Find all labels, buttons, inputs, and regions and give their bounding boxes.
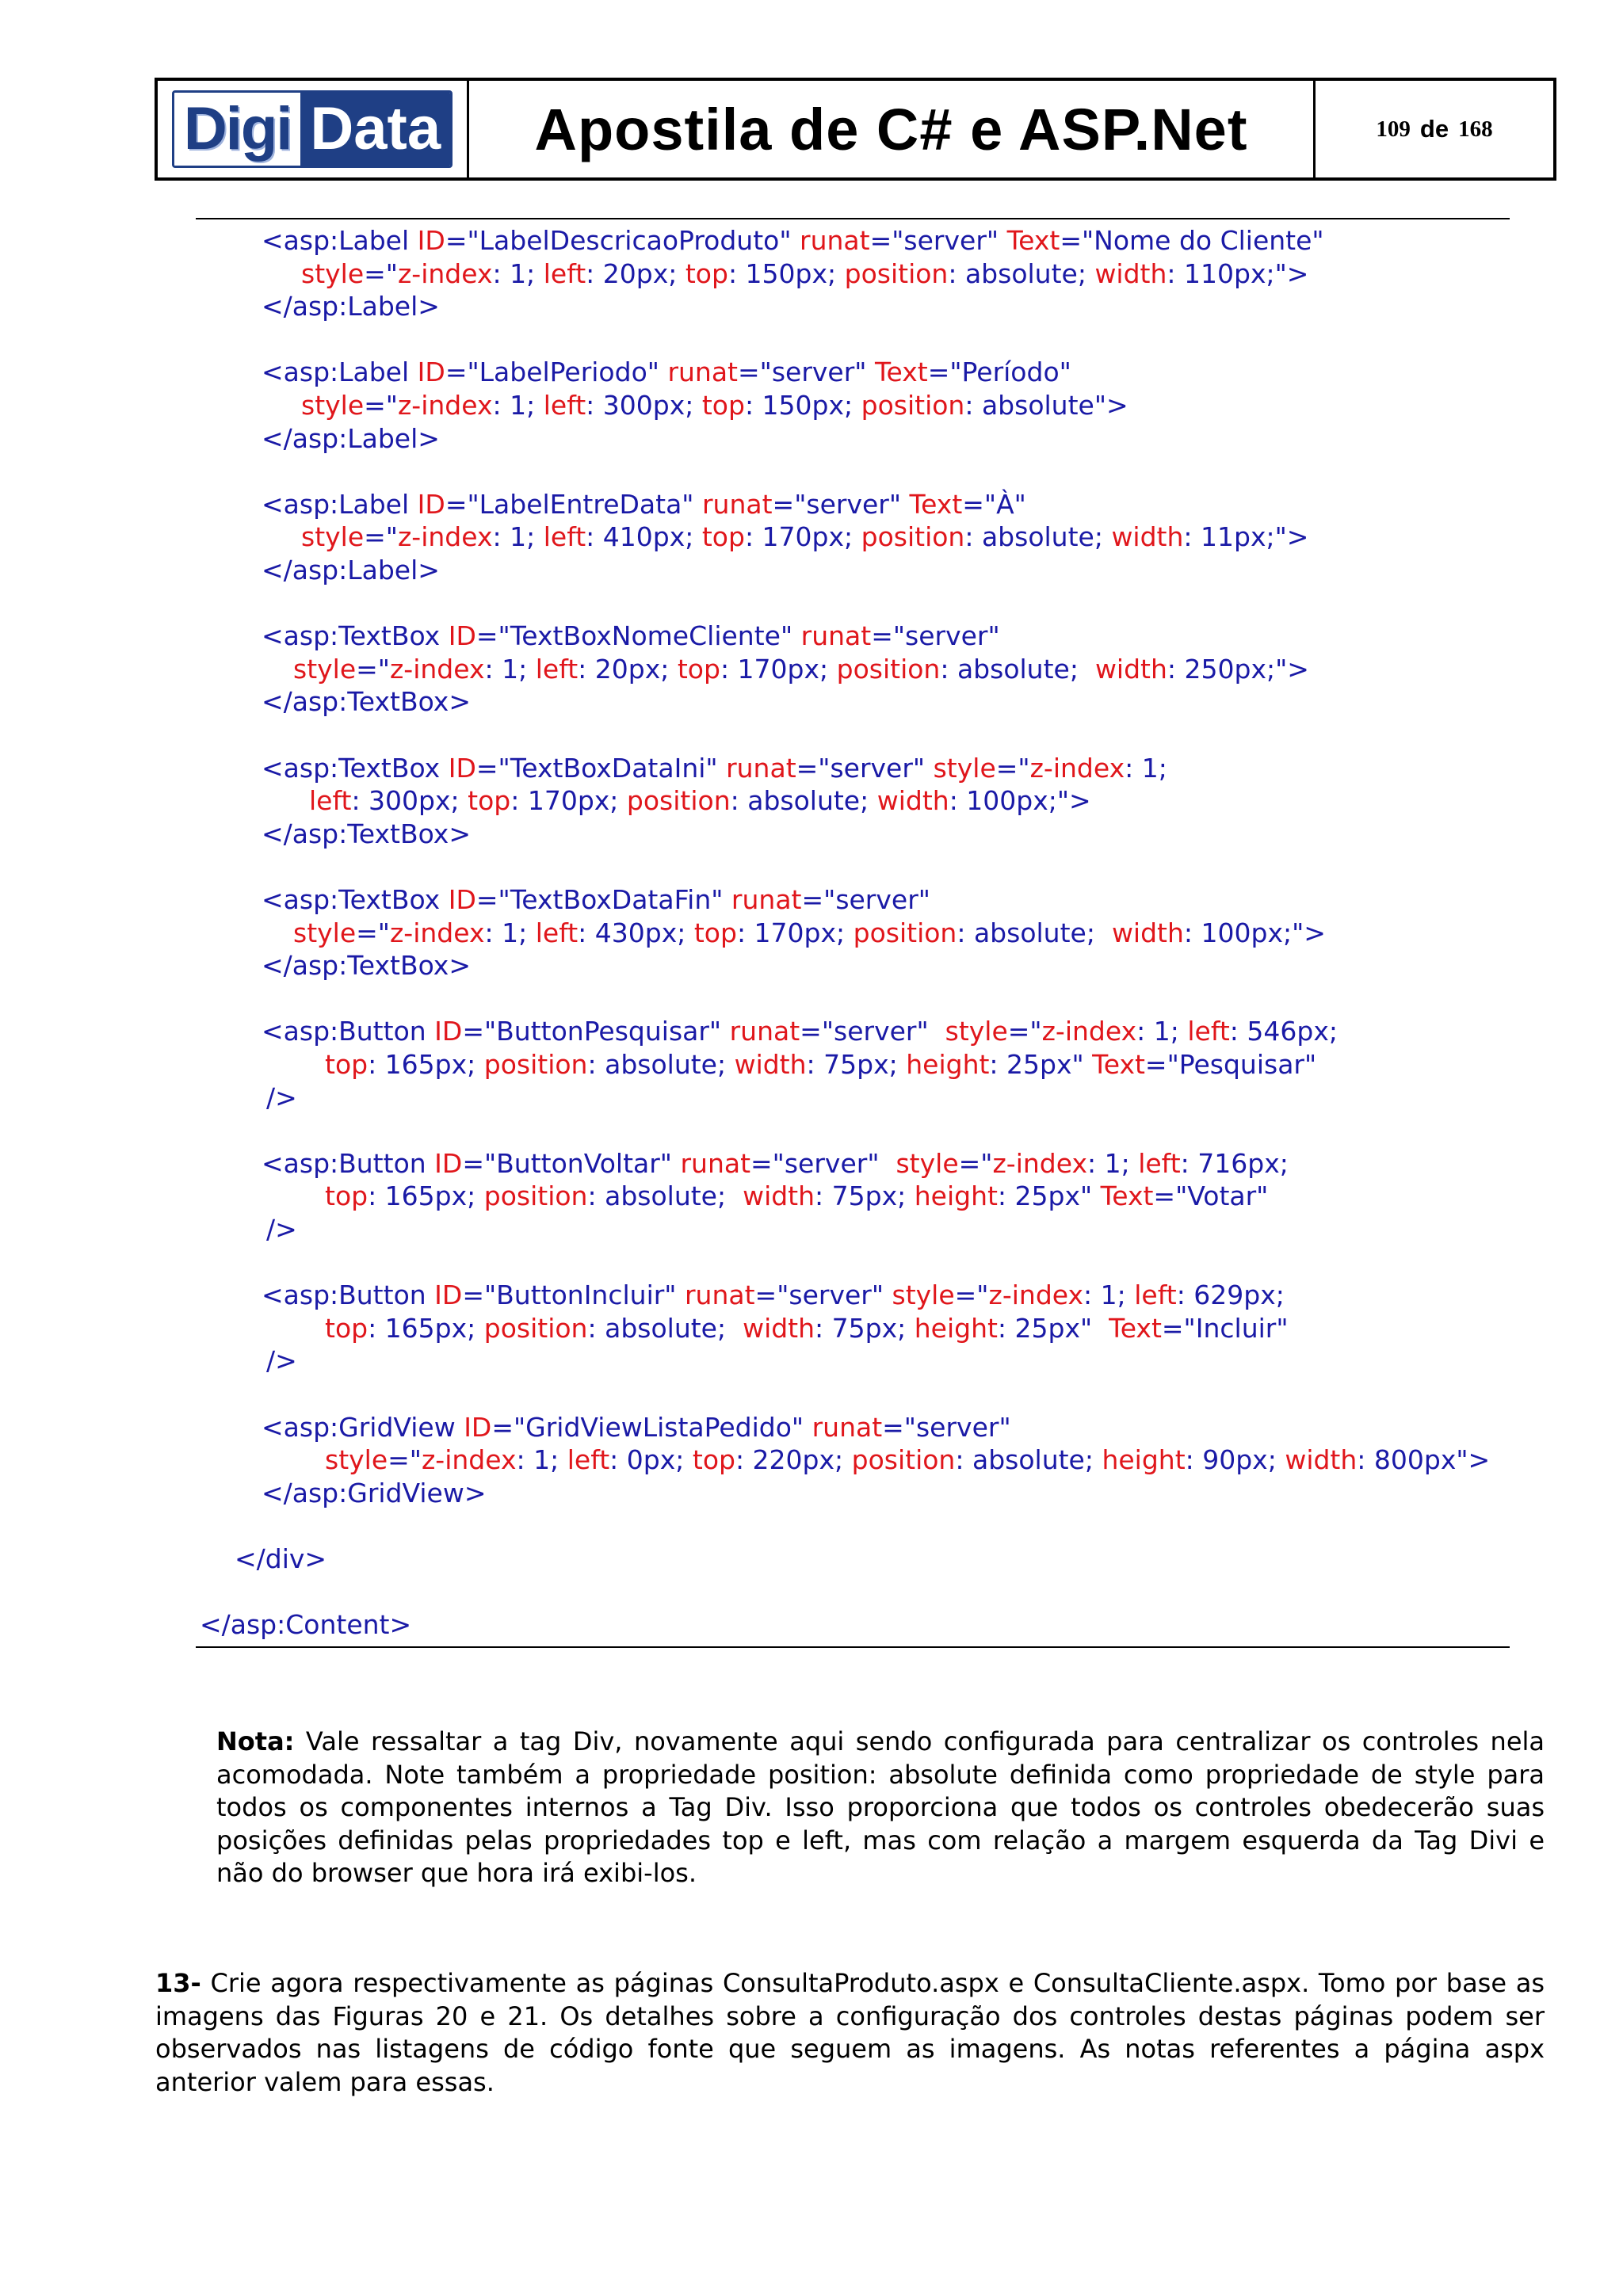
code-token: =" xyxy=(1007,1016,1042,1047)
code-token: ="LabelDescricaoProduto" xyxy=(445,225,800,256)
code-attribute: ID xyxy=(417,357,445,388)
code-attribute: top xyxy=(325,1049,369,1080)
code-attribute: top xyxy=(685,257,728,289)
code-token: : 75px; xyxy=(815,1312,915,1344)
code-line xyxy=(262,818,471,850)
code-line xyxy=(262,883,930,916)
code-attribute: style xyxy=(325,1444,388,1476)
code-token: ="server" xyxy=(754,1280,892,1311)
code-attribute: position xyxy=(844,257,949,289)
code-line xyxy=(325,1180,1268,1212)
code-token: ="server" xyxy=(800,1016,945,1047)
code-attribute: style xyxy=(301,257,365,289)
code-token: : 410px; xyxy=(586,521,702,553)
code-token: : 90px; xyxy=(1185,1444,1285,1476)
code-token: : 170px; xyxy=(720,653,837,685)
code-token: <asp:Button xyxy=(262,1016,435,1047)
logo-digi-text: Digi xyxy=(174,93,301,166)
code-token: =" xyxy=(364,390,398,421)
code-bottom-rule xyxy=(196,1646,1510,1648)
code-token: : 300px; xyxy=(586,390,702,421)
code-token: </asp:GridView> xyxy=(262,1477,487,1508)
code-token: : 1; xyxy=(484,653,536,685)
code-token: : absolute; xyxy=(957,917,1112,948)
code-attribute: Text xyxy=(1109,1312,1162,1344)
page-separator: de xyxy=(1419,115,1449,143)
code-line xyxy=(266,1344,297,1377)
code-token: : absolute; xyxy=(955,1444,1102,1476)
logo-data-text: Data xyxy=(300,93,450,166)
code-attribute: style xyxy=(933,752,996,784)
code-attribute: runat xyxy=(667,357,738,388)
code-attribute: style xyxy=(945,1016,1008,1047)
code-attribute: position xyxy=(861,390,965,421)
code-attribute: z-index xyxy=(397,390,493,421)
code-token: <asp:Label xyxy=(262,225,418,256)
code-attribute: left xyxy=(1187,1016,1230,1047)
code-attribute: top xyxy=(677,653,720,685)
code-token: : 75px; xyxy=(806,1049,907,1080)
code-token: ="server" xyxy=(871,620,1000,652)
step-label: 13- xyxy=(155,1968,201,1998)
code-token: : 75px; xyxy=(815,1180,915,1212)
code-token: : absolute; xyxy=(948,257,1095,289)
page-header xyxy=(155,78,1556,181)
code-token: =" xyxy=(364,521,398,553)
code-token: : 25px" xyxy=(989,1049,1093,1080)
code-token: </asp:TextBox> xyxy=(262,950,471,982)
code-attribute: position xyxy=(861,521,965,553)
code-line xyxy=(301,389,1128,421)
code-token: ="Nome do Cliente" xyxy=(1060,225,1324,256)
code-attribute: top xyxy=(325,1180,369,1212)
page-current: 109 xyxy=(1376,116,1411,142)
code-line xyxy=(262,554,440,586)
code-token: : 110px;"> xyxy=(1167,257,1309,289)
code-token: : 100px;"> xyxy=(1183,917,1326,948)
code-line xyxy=(262,356,1071,388)
code-token: : 165px; xyxy=(368,1049,484,1080)
code-attribute: top xyxy=(693,917,737,948)
code-attribute: top xyxy=(701,521,745,553)
code-token: </asp:TextBox> xyxy=(262,818,471,849)
code-attribute: runat xyxy=(684,1280,755,1311)
code-token: : 546px; xyxy=(1229,1016,1338,1047)
code-line xyxy=(262,1477,486,1509)
document-title: Apostila de C# e ASP.Net xyxy=(469,81,1316,177)
code-token: ="À" xyxy=(962,488,1026,520)
code-token: ="TextBoxNomeCliente" xyxy=(475,620,801,652)
code-line xyxy=(262,422,440,455)
code-token: : absolute; xyxy=(587,1312,743,1344)
code-attribute: runat xyxy=(729,1016,800,1047)
code-token: : 220px; xyxy=(735,1444,852,1476)
code-token: <asp:TextBox xyxy=(262,752,449,784)
code-token: : 800px"> xyxy=(1357,1444,1491,1476)
code-attribute: style xyxy=(892,1280,955,1311)
code-token: </asp:Label> xyxy=(262,291,440,322)
step-paragraph xyxy=(155,1967,1545,2099)
code-token: <asp:Button xyxy=(262,1147,435,1179)
code-token: ="LabelEntreData" xyxy=(445,488,702,520)
code-attribute: position xyxy=(483,1049,588,1080)
code-attribute: style xyxy=(896,1147,959,1179)
code-attribute: runat xyxy=(812,1411,883,1443)
code-attribute: left xyxy=(567,1444,610,1476)
code-token: ="server" xyxy=(772,488,910,520)
code-token: : 1; xyxy=(492,521,544,553)
code-attribute: runat xyxy=(701,488,773,520)
code-token: : absolute; xyxy=(587,1180,743,1212)
code-token: =" xyxy=(954,1280,989,1311)
code-token: =" xyxy=(958,1147,993,1179)
code-token: : 100px;"> xyxy=(949,785,1091,817)
code-attribute: top xyxy=(468,785,511,817)
code-line xyxy=(325,1444,1490,1476)
code-attribute: left xyxy=(1138,1147,1181,1179)
code-token: : 250px;"> xyxy=(1167,653,1309,685)
code-line xyxy=(235,1543,327,1575)
code-attribute: Text xyxy=(874,357,928,388)
code-token: ="ButtonVoltar" xyxy=(462,1147,681,1179)
code-token: : 1; xyxy=(492,257,544,289)
code-token: </asp:Label> xyxy=(262,555,440,585)
code-line xyxy=(262,488,1026,521)
code-token: : 430px; xyxy=(578,917,694,948)
code-token: : absolute"> xyxy=(964,390,1128,421)
code-token: ="server" xyxy=(750,1147,896,1179)
code-token: : absolute; xyxy=(964,521,1112,553)
code-attribute: position xyxy=(853,917,957,948)
code-token: : 20px; xyxy=(578,653,678,685)
code-token: : 1; xyxy=(492,390,544,421)
code-top-rule xyxy=(196,218,1510,219)
code-attribute: left xyxy=(543,390,586,421)
code-line xyxy=(262,290,440,322)
code-attribute: left xyxy=(543,521,586,553)
code-token: /> xyxy=(266,1214,297,1245)
digidata-logo xyxy=(172,90,453,168)
code-attribute: z-index xyxy=(421,1444,517,1476)
code-token: : 170px; xyxy=(736,917,854,948)
code-token: : 716px; xyxy=(1180,1147,1289,1179)
code-attribute: left xyxy=(535,917,579,948)
code-token: </asp:Label> xyxy=(262,422,440,454)
code-line xyxy=(301,521,1308,553)
code-token: : absolute; xyxy=(730,785,877,817)
code-token: : absolute; xyxy=(587,1049,735,1080)
code-token: /> xyxy=(266,1081,297,1113)
code-token: ="server" xyxy=(869,225,1007,256)
code-attribute: left xyxy=(309,785,352,817)
code-token: =" xyxy=(364,257,398,289)
code-token: : 150px; xyxy=(744,390,861,421)
code-attribute: runat xyxy=(726,752,796,784)
code-token: : 170px; xyxy=(744,521,861,553)
code-attribute: z-index xyxy=(1029,752,1125,784)
code-attribute: ID xyxy=(417,488,445,520)
code-token: </asp:TextBox> xyxy=(262,686,471,718)
code-token: <asp:Button xyxy=(262,1280,435,1311)
code-line xyxy=(200,1608,411,1641)
code-attribute: z-index xyxy=(397,257,493,289)
code-token: =" xyxy=(995,752,1030,784)
code-token: /> xyxy=(266,1345,297,1377)
code-attribute: width xyxy=(1111,917,1184,948)
code-token: ="GridViewListaPedido" xyxy=(491,1411,812,1443)
code-token: <asp:Label xyxy=(262,357,418,388)
code-attribute: width xyxy=(1111,521,1184,553)
code-attribute: runat xyxy=(800,620,872,652)
code-attribute: z-index xyxy=(389,917,485,948)
code-line xyxy=(325,1312,1289,1344)
code-token: =" xyxy=(356,917,390,948)
code-token: ="server" xyxy=(796,752,934,784)
code-attribute: position xyxy=(626,785,731,817)
code-attribute: z-index xyxy=(988,1280,1084,1311)
code-token: : 1; xyxy=(1083,1280,1135,1311)
code-attribute: left xyxy=(535,653,579,685)
code-token: ="Pesquisar" xyxy=(1144,1049,1317,1080)
code-line xyxy=(293,917,1326,949)
code-attribute: width xyxy=(734,1049,807,1080)
code-token: ="server" xyxy=(738,357,875,388)
code-token: ="Incluir" xyxy=(1161,1312,1289,1344)
code-attribute: height xyxy=(906,1049,990,1080)
code-line xyxy=(262,1279,1285,1311)
code-attribute: z-index xyxy=(1041,1016,1137,1047)
code-line xyxy=(262,224,1324,257)
code-token: ="Votar" xyxy=(1153,1180,1269,1212)
code-line xyxy=(309,784,1091,817)
code-token: : 300px; xyxy=(351,785,468,817)
code-token: : 165px; xyxy=(368,1312,484,1344)
code-attribute: position xyxy=(851,1444,956,1476)
page-total: 168 xyxy=(1458,116,1493,142)
code-attribute: height xyxy=(914,1180,998,1212)
code-attribute: ID xyxy=(448,620,476,652)
code-attribute: z-index xyxy=(397,521,493,553)
step-text: Crie agora respectivamente as páginas ConsultaProduto.aspx e ConsultaCliente.aspx. Tomo por base as imagens das Figuras 20 e 21. Os detalhes sobre a configuração dos controles destas páginas podem ser observados nas listagens de código fonte que seguem as imagens. As notas referentes a página aspx anterior valem para essas. xyxy=(155,1968,1545,2097)
code-token: : 1; xyxy=(516,1444,567,1476)
code-attribute: top xyxy=(701,390,745,421)
code-attribute: style xyxy=(301,521,365,553)
code-attribute: height xyxy=(1102,1444,1186,1476)
code-attribute: Text xyxy=(1006,225,1060,256)
code-attribute: position xyxy=(836,653,941,685)
code-line xyxy=(262,752,1167,784)
code-token: : 1; xyxy=(1125,752,1167,784)
code-attribute: position xyxy=(483,1312,588,1344)
code-attribute: width xyxy=(743,1312,815,1344)
code-token: : 1; xyxy=(1136,1016,1188,1047)
note-label: Nota: xyxy=(216,1726,295,1756)
code-attribute: top xyxy=(325,1312,369,1344)
note-paragraph xyxy=(216,1726,1545,1890)
code-token: =" xyxy=(388,1444,422,1476)
note-text: Vale ressaltar a tag Div, novamente aqui sendo configurada para centralizar os controles nela acomodada. Note também a propriedade position: absolute definida como propriedade de style para todos os componentes internos a Tag Div. Isso proporciona que todos os controles obedecerão suas posições definidas pelas propriedades top e left, mas com relação a margem esquerda da Tag Divi e não do browser que hora irá exibi-los. xyxy=(216,1726,1545,1888)
code-token: </asp:Content> xyxy=(200,1609,412,1641)
code-token: =" xyxy=(356,653,390,685)
code-line xyxy=(293,653,1309,685)
code-token: : 25px" xyxy=(997,1312,1109,1344)
code-attribute: width xyxy=(743,1180,815,1212)
code-token: : 170px; xyxy=(510,785,627,817)
code-token: : 25px" xyxy=(997,1180,1101,1212)
code-token: <asp:TextBox xyxy=(262,884,449,915)
code-line xyxy=(262,685,471,718)
code-token: : absolute; xyxy=(940,653,1095,685)
code-token: : 165px; xyxy=(368,1180,484,1212)
code-attribute: ID xyxy=(434,1280,463,1311)
code-token: : 1; xyxy=(484,917,536,948)
code-line xyxy=(262,620,1000,652)
code-line xyxy=(262,1147,1289,1180)
code-line xyxy=(262,1411,1011,1444)
code-token: <asp:TextBox xyxy=(262,620,449,652)
code-attribute: left xyxy=(543,257,586,289)
code-token: ="server" xyxy=(801,884,930,915)
code-token: : 1; xyxy=(1086,1147,1139,1179)
code-attribute: style xyxy=(293,917,357,948)
page-counter xyxy=(1316,81,1553,177)
code-attribute: Text xyxy=(1092,1049,1145,1080)
code-attribute: style xyxy=(301,390,365,421)
code-token: : 629px; xyxy=(1176,1280,1285,1311)
code-attribute: height xyxy=(914,1312,998,1344)
code-token: <asp:Label xyxy=(262,488,418,520)
code-attribute: width xyxy=(1094,257,1167,289)
code-line xyxy=(301,257,1308,290)
code-attribute: position xyxy=(483,1180,588,1212)
code-attribute: runat xyxy=(800,225,870,256)
code-attribute: ID xyxy=(434,1016,463,1047)
code-attribute: z-index xyxy=(389,653,485,685)
code-attribute: width xyxy=(876,785,949,817)
code-attribute: ID xyxy=(448,884,476,915)
code-attribute: ID xyxy=(464,1411,492,1443)
code-token: : 0px; xyxy=(609,1444,693,1476)
code-attribute: style xyxy=(293,653,357,685)
code-token: ="server" xyxy=(882,1411,1011,1443)
code-attribute: Text xyxy=(1100,1180,1154,1212)
code-token: ="ButtonPesquisar" xyxy=(462,1016,730,1047)
code-token: : 11px;"> xyxy=(1183,521,1309,553)
logo-cell xyxy=(158,81,469,177)
code-attribute: top xyxy=(692,1444,735,1476)
code-attribute: ID xyxy=(434,1147,463,1179)
code-token: ="ButtonIncluir" xyxy=(462,1280,685,1311)
code-line xyxy=(325,1048,1316,1081)
code-line xyxy=(262,949,471,982)
code-attribute: runat xyxy=(680,1147,751,1179)
code-attribute: width xyxy=(1285,1444,1358,1476)
code-line xyxy=(262,1015,1338,1047)
code-token: ="Período" xyxy=(927,357,1071,388)
code-attribute: ID xyxy=(417,225,445,256)
code-attribute: left xyxy=(1134,1280,1177,1311)
code-token: : 20px; xyxy=(586,257,685,289)
code-token: ="LabelPeriodo" xyxy=(445,357,668,388)
code-token: </div> xyxy=(235,1543,327,1574)
code-attribute: z-index xyxy=(992,1147,1087,1179)
code-token: : 150px; xyxy=(727,257,845,289)
code-attribute: Text xyxy=(909,488,963,520)
code-line xyxy=(266,1213,297,1245)
code-attribute: ID xyxy=(448,752,476,784)
code-token: ="TextBoxDataFin" xyxy=(475,884,731,915)
code-token: <asp:GridView xyxy=(262,1411,464,1443)
code-attribute: runat xyxy=(731,884,802,915)
code-token: ="TextBoxDataIni" xyxy=(475,752,727,784)
code-attribute: width xyxy=(1094,653,1167,685)
code-line xyxy=(266,1081,297,1114)
